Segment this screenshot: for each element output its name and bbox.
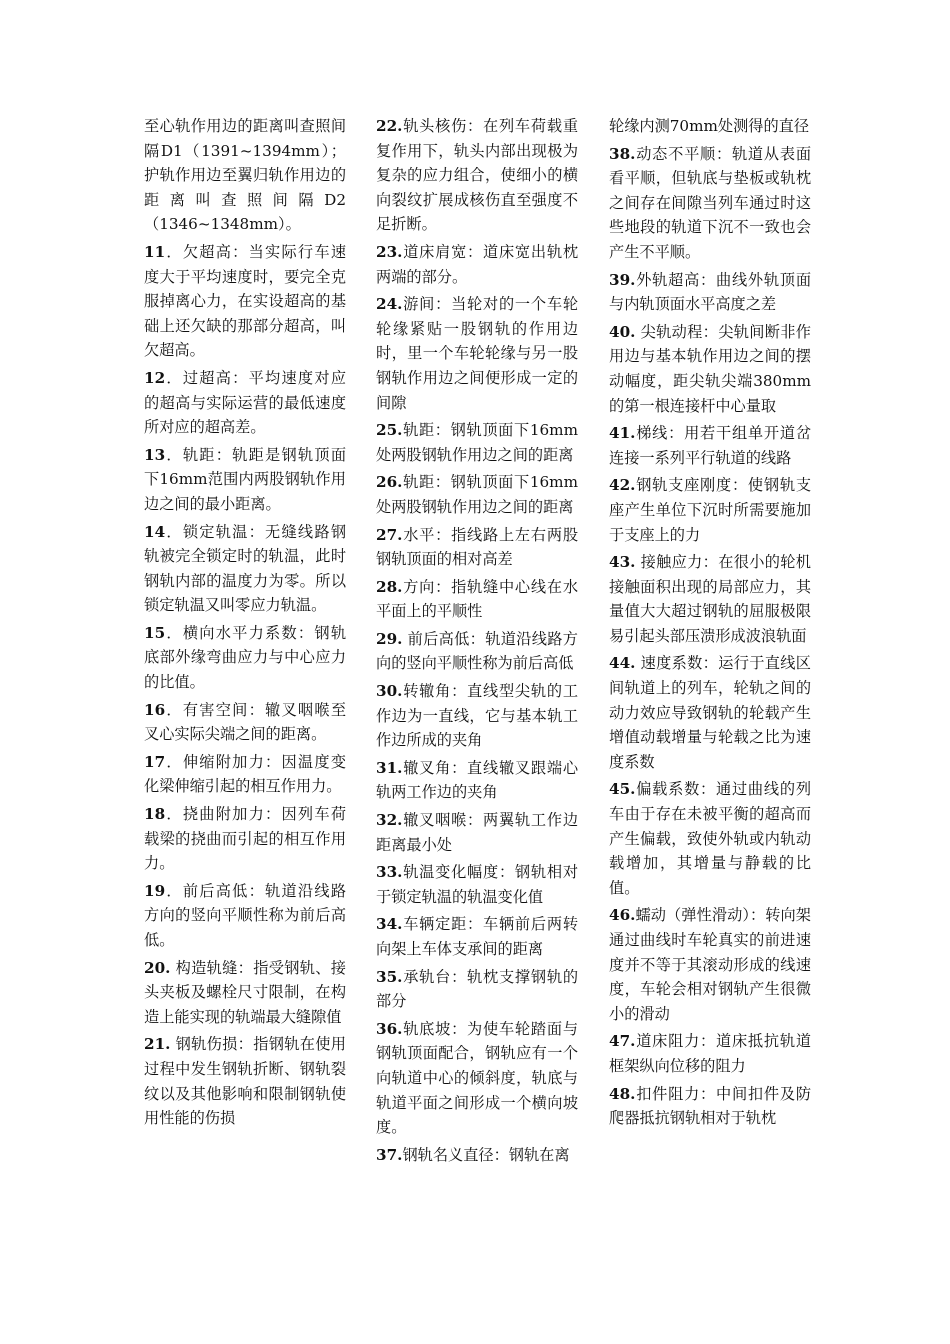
definition-number: 34. — [376, 915, 403, 934]
definition-number: 23. — [376, 242, 403, 261]
definition-text: ．有害空间：辙叉咽喉至叉心实际尖端之间的距离。 — [144, 700, 346, 744]
definition-22 — [376, 114, 578, 237]
definition-text: 偏载系数：通过曲线的列车由于存在未被平衡的超高而产生偏载，致使外轨或内轨动载增加，其增量与静载的比值。 — [609, 780, 811, 897]
definition-number: 25. — [376, 421, 403, 440]
definition-text: ．前后高低：轨道沿线路方向的竖向平顺性称为前后高低。 — [144, 881, 346, 949]
definition-number: 40. — [609, 322, 636, 341]
definition-text: 尖轨动程：尖轨间断非作用边与基本轨作用边之间的摆动幅度，距尖轨尖端380mm 的第一根连接杆中心量取 — [609, 322, 811, 415]
definition-37 — [376, 1143, 578, 1168]
definition-35 — [376, 965, 578, 1014]
definition-text: ．欠超高：当实际行车速度大于平均速度时，要完全克服掉离心力，在实设超高的基础上还欠缺的那部分超高，叫欠超高。 — [144, 242, 346, 360]
definition-text: 水平：指线路上左右两股钢轨顶面的相对高差 — [376, 525, 578, 569]
definition-44 — [609, 651, 811, 774]
definition-text: 辙叉角：直线辙叉跟端心轨两工作边的夹角 — [376, 758, 578, 802]
definition-number: 13 — [144, 445, 166, 464]
definition-text: 转辙角：直线型尖轨的工作边为一直线，它与基本轨工作边所成的夹角 — [376, 682, 578, 750]
definition-34 — [376, 912, 578, 961]
definition-16 — [144, 698, 346, 747]
definition-number: 43. — [609, 553, 636, 572]
definition-number: 47. — [609, 1032, 636, 1051]
definition-number: 39. — [609, 270, 636, 289]
definition-text: 钢轨名义直径：钢轨在离 — [402, 1145, 570, 1164]
definition-text: 蠕动（弹性滑动）：转向架通过曲线时车轮真实的前进速度并不等于其滚动形成的线速度，车轮会相对钢轨产生很微小的滑动 — [609, 906, 811, 1023]
definition-number: 19 — [144, 881, 166, 900]
definition-text: ．过超高：平均速度对应的超高与实际运营的最低速度所对应的超高差。 — [144, 368, 346, 437]
definition-40 — [609, 320, 811, 418]
definition-text: ．伸缩附加力：因温度变化梁伸缩引起的相互作用力。 — [144, 752, 346, 796]
definition-14 — [144, 520, 346, 618]
definition-number: 37. — [376, 1145, 403, 1164]
definition-37-continued — [609, 114, 811, 139]
definition-24 — [376, 292, 578, 415]
definition-text: 轨距：钢轨顶面下16mm处两股钢轨作用边之间的距离 — [376, 473, 578, 516]
definition-text: 承轨台：轨枕支撑钢轨的部分 — [376, 967, 578, 1011]
definition-continued — [144, 114, 346, 237]
definition-number: 22. — [376, 117, 403, 135]
definition-45 — [609, 777, 811, 900]
definition-number: 45. — [609, 780, 636, 799]
definition-17 — [144, 750, 346, 799]
definition-41 — [609, 421, 811, 470]
definition-25 — [376, 418, 578, 467]
definition-text: ．锁定轨温：无缝线路钢轨被完全锁定时的轨温，此时钢轨内部的温度力为零。所以锁定轨温又叫零应力轨温。 — [144, 522, 346, 615]
definition-30 — [376, 679, 578, 753]
definition-text: 速度系数：运行于直线区间轨道上的列车，轮轨之间的动力效应导致钢轨的轮载产生增值动载增量与轮载之比为速度系数 — [609, 654, 811, 771]
definition-number: 14 — [144, 522, 166, 541]
definition-text: 道床肩宽：道床宽出轨枕两端的部分。 — [376, 242, 578, 286]
definition-number: 24. — [376, 295, 403, 314]
definition-number: 35. — [376, 967, 403, 986]
definition-text: 前后高低：轨道沿线路方向的竖向平顺性称为前后高低 — [376, 629, 578, 673]
definition-43 — [609, 550, 811, 648]
definition-number: 26. — [376, 473, 403, 492]
definition-number: 42. — [609, 476, 636, 495]
definition-15 — [144, 621, 346, 695]
definition-text: 外轨超高：曲线外轨顶面与内轨顶面水平高度之差 — [609, 270, 811, 314]
definition-38 — [609, 142, 811, 265]
definition-number: 29. — [376, 629, 403, 648]
definition-39 — [609, 268, 811, 317]
definition-number: 30. — [376, 682, 403, 701]
definition-number: 41. — [609, 424, 636, 443]
definition-text: ．横向水平力系数：钢轨底部外缘弯曲应力与中心应力的比值。 — [144, 623, 346, 692]
definition-text: 轮缘内测70mm处测得的直径 — [609, 117, 810, 135]
definition-text: 轨温变化幅度：钢轨相对于锁定轨温的轨温变化值 — [376, 863, 578, 906]
definition-text: 钢轨支座刚度：使钢轨支座产生单位下沉时所需要施加于支座上的力 — [609, 476, 811, 544]
definition-number: 16 — [144, 700, 166, 719]
definition-text: 动态不平顺：轨道从表面看平顺，但轨底与垫板或轨枕之间存在间隙当列车通过时这些地段的轨道下沉不一致也会产生不平顺。 — [609, 144, 811, 261]
definition-text: 构造轨缝：指受钢轨、接头夹板及螺栓尺寸限制，在构造上能实现的轨端最大缝隙值 — [144, 958, 346, 1026]
definition-46 — [609, 903, 811, 1026]
column-right — [609, 114, 811, 1134]
definition-33 — [376, 860, 578, 909]
definition-20 — [144, 956, 346, 1030]
definition-text: 游间：当轮对的一个车轮轮缘紧贴一股钢轨的作用边时，里一个车轮轮缘与另一股钢轨作用边之间便形成一定的间隙 — [376, 295, 578, 412]
definition-text: 道床阻力：道床抵抗轨道框架纵向位移的阻力 — [609, 1032, 811, 1075]
definition-number: 28. — [376, 577, 403, 596]
definition-text: 方向：指轨缝中心线在水平面上的平顺性 — [376, 577, 578, 621]
definition-number: 36. — [376, 1019, 403, 1038]
definition-text: 钢轨伤损：指钢轨在使用过程中发生钢轨折断、钢轨裂纹以及其他影响和限制钢轨使用性能的伤损 — [144, 1035, 346, 1128]
definition-13 — [144, 443, 346, 517]
definition-number: 15 — [144, 623, 166, 642]
definition-31 — [376, 756, 578, 805]
column-left — [144, 114, 346, 1134]
definition-text: 扣件阻力：中间扣件及防爬器抵抗钢轨相对于轨枕 — [609, 1084, 811, 1128]
definition-48 — [609, 1082, 811, 1131]
definition-29 — [376, 627, 578, 676]
definition-number: 17 — [144, 752, 166, 771]
definition-28 — [376, 575, 578, 624]
definition-21 — [144, 1032, 346, 1130]
definition-number: 27. — [376, 525, 403, 544]
definition-number: 32. — [376, 811, 403, 830]
definition-23 — [376, 240, 578, 289]
column-middle — [376, 114, 578, 1170]
definition-27 — [376, 523, 578, 572]
definition-text: ．挠曲附加力：因列车荷载梁的挠曲而引起的相互作用力。 — [144, 805, 346, 873]
definition-text: 车辆定距：车辆前后两转向架上车体支承间的距离 — [376, 915, 578, 958]
definition-text: 至心轨作用边的距离叫查照间隔D1（1391~1394mm）；护轨作用边至翼归轨作用边的距离叫查照间隔D2（1346~1348mm）。 — [144, 117, 346, 234]
definition-number: 12 — [144, 368, 166, 387]
definition-number: 21. — [144, 1035, 171, 1054]
definition-number: 48. — [609, 1084, 636, 1103]
definition-text: 接触应力：在很小的轮机接触面积出现的局部应力，其量值大大超过钢轨的屈服极限易引起头部压溃形成波浪轨面 — [609, 553, 811, 645]
definition-19 — [144, 879, 346, 953]
definition-36 — [376, 1017, 578, 1140]
definition-42 — [609, 473, 811, 547]
definition-47 — [609, 1029, 811, 1078]
definition-number: 44. — [609, 654, 636, 673]
definition-text: 轨头核伤：在列车荷载重复作用下，轨头内部出现极为复杂的应力组合，使细小的横向裂纹扩展成核伤直至强度不足折断。 — [376, 117, 578, 234]
definition-12 — [144, 366, 346, 440]
definition-number: 20. — [144, 958, 171, 977]
definition-text: ．轨距：轨距是钢轨顶面下16mm范围内两股钢轨作用边之间的最小距离。 — [144, 445, 346, 513]
definition-26 — [376, 470, 578, 519]
definition-32 — [376, 808, 578, 857]
definition-number: 46. — [609, 906, 636, 925]
definition-text: 梯线：用若干组单开道岔连接一系列平行轨道的线路 — [609, 424, 811, 467]
definition-text: 轨底坡：为使车轮踏面与钢轨顶面配合，钢轨应有一个向轨道中心的倾斜度，轨底与轨道平面之间形成一个横向坡度。 — [376, 1019, 578, 1137]
definition-text: 辙叉咽喉：两翼轨工作边距离最小处 — [376, 811, 578, 854]
definition-number: 38. — [609, 144, 636, 163]
definition-number: 18 — [144, 805, 166, 824]
definition-number: 31. — [376, 758, 403, 777]
definition-number: 33. — [376, 863, 403, 882]
definition-18 — [144, 802, 346, 876]
definition-11 — [144, 240, 346, 363]
definition-number: 11 — [144, 242, 166, 261]
definition-text: 轨距：钢轨顶面下16mm处两股钢轨作用边之间的距离 — [376, 421, 578, 464]
